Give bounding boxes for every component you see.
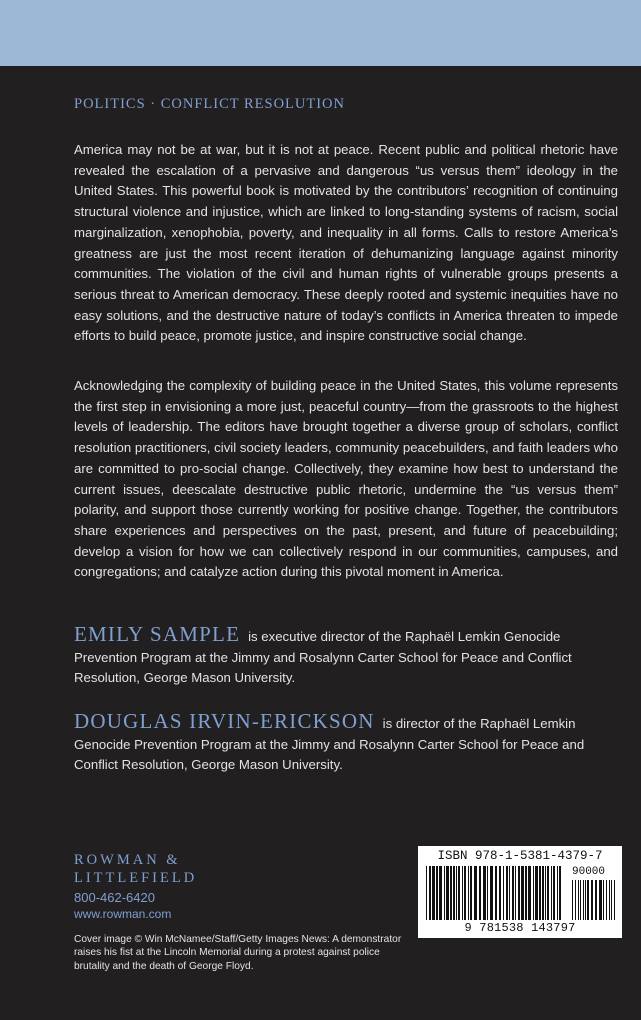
- publisher-name-line-1: ROWMAN &: [74, 852, 181, 868]
- isbn-barcode: [418, 846, 622, 938]
- isbn-number: ISBN 978-1-5381-4379-7: [437, 849, 603, 863]
- publisher-website: www.rowman.com: [74, 907, 172, 921]
- publisher-name-line-2: LITTLEFIELD: [74, 870, 198, 886]
- price-code: 90000: [572, 866, 606, 878]
- author-bio-text-1: is executive director of the Raphaël Lemkin Genocide Prevention Program at the Jimmy and Rosalynn Carter School for Peace and Conflict Resolution, George Mason University.: [74, 629, 572, 686]
- category-label: POLITICS · CONFLICT RESOLUTION: [74, 96, 345, 112]
- description-paragraph-1: America may not be at war, but it is not at peace. Recent public and political rhetoric have revealed the escalation of a pervasive and dangerous “us versus them” ideology in the United States. This powerful book is motivated by the contributors’ recognition of continuing structural violence and injustice, which are linked to long-standing systems of racism, social marginalization, xenophobia, poverty, and inequality in all forms. Calls to restore America’s greatness are just the most recent iteration of dehumanizing language against minority communities. The violation of the civil and human rights of vulnerable groups presents a serious threat to American democracy. These deeply rooted and systemic inequities have no easy solutions, and the destructive nature of today’s conflicts in America threaten to impede efforts to build peace, promote justice, and inspire constructive social change.: [74, 142, 618, 344]
- top-color-band: [0, 0, 641, 66]
- cover-image-credit: Cover image © Win McNamee/Staff/Getty Images News: A demonstrator raises his fist at the Lincoln Memorial during a protest against police brutality and the death of George Floyd.: [74, 934, 402, 972]
- description-paragraph-2: Acknowledging the complexity of building peace in the United States, this volume represents the first step in envisioning a more just, peaceful country—from the grassroots to the highest levels of leadership. The editors have brought together a diverse group of scholars, conflict resolution practitioners, civil society leaders, community peacebuilders, and faith leaders who are committed to pro-social change. Collectively, they examine how best to understand the current issues, deescalate destructive public rhetoric, undermine the “us versus them” polarity, and support those currently working for positive change. Together, the contributors share experiences and perspectives on the past, present, and future of peacebuilding; develop a vision for how we can collectively respond in our communities, campuses, and congregations; and catalyze action during this pivotal moment in America.: [74, 378, 618, 580]
- publisher-logo: [74, 851, 197, 887]
- author-bio-2: [74, 711, 620, 776]
- author-name-1: EMILY SAMPLE: [74, 622, 241, 646]
- author-name-2: DOUGLAS IRVIN-ERICKSON: [74, 709, 375, 733]
- ean-digits: 9 781538 143797: [464, 921, 576, 935]
- author-bio-text-2: is director of the Raphaël Lemkin Genocide Prevention Program at the Jimmy and Rosalynn Carter School for Peace and Conflict Resolution, George Mason University.: [74, 716, 585, 773]
- author-bio-1: [74, 624, 620, 689]
- publisher-phone: 800-462-6420: [74, 890, 155, 905]
